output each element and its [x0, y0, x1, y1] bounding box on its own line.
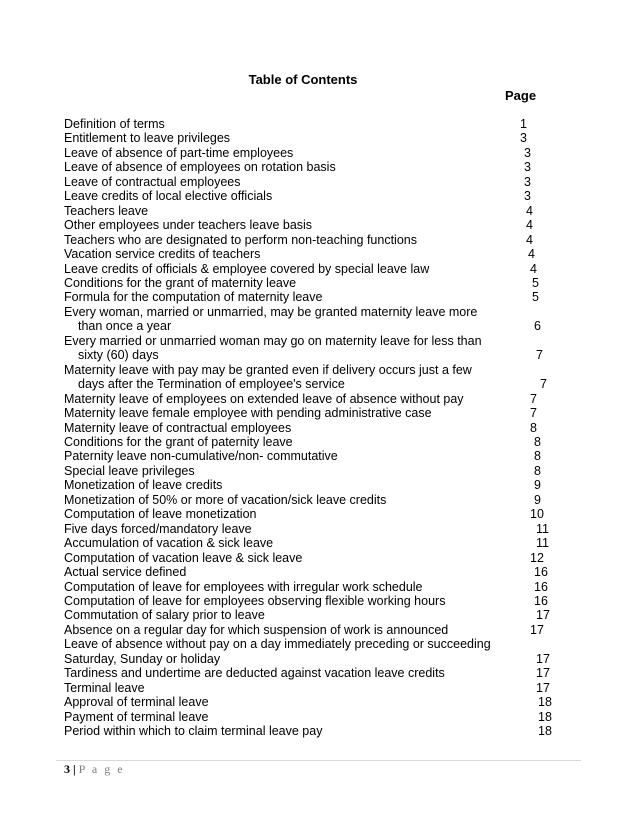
toc-entry-title: Maternity leave of contractual employees	[64, 420, 292, 435]
toc-entry-page: 4	[526, 203, 533, 218]
toc-entry-title: Teachers leave	[64, 203, 149, 218]
toc-entry-page: 9	[534, 492, 541, 507]
toc-entry-page: 17	[536, 651, 550, 666]
page-title: Table of Contents	[248, 72, 358, 87]
toc-entry-title: Maternity leave of employees on extended leave of absence without pay	[64, 391, 464, 406]
toc-entry[interactable]	[64, 449, 584, 463]
toc-entry[interactable]	[64, 478, 584, 492]
toc-entry[interactable]	[64, 666, 584, 680]
toc-entry-page: 11	[536, 521, 549, 536]
toc-entry-title: Entitlement to leave privileges	[64, 131, 231, 146]
toc-entry-page: 12	[530, 550, 544, 565]
footer-page-label: P a g e	[78, 762, 125, 776]
toc-entry[interactable]	[64, 305, 584, 334]
footer-divider	[56, 760, 581, 761]
toc-entry-title: Definition of terms	[64, 117, 165, 131]
toc-entry-page: 8	[534, 434, 541, 449]
toc-entry-title	[64, 305, 494, 334]
toc-entry[interactable]	[64, 623, 584, 637]
toc-entry-title: Formula for the computation of maternity leave	[64, 290, 323, 305]
toc-entry[interactable]	[64, 681, 584, 695]
toc-entry[interactable]	[64, 290, 584, 304]
toc-entry-title: Terminal leave	[64, 680, 145, 695]
toc-entry-title-line1: Every married or unmarried woman may go on maternity leave for less than	[64, 333, 482, 348]
toc-entry-page: 3	[524, 160, 531, 175]
toc-entry-title: Leave credits of local elective officials	[64, 189, 273, 204]
toc-entry[interactable]	[64, 262, 584, 276]
toc-entry[interactable]	[64, 363, 584, 392]
toc-entry-page: 4	[530, 261, 537, 276]
toc-entry[interactable]	[64, 392, 584, 406]
toc-entry-title: Commutation of salary prior to leave	[64, 608, 265, 623]
toc-entry-title: Leave of absence of employees on rotation basis	[64, 160, 336, 175]
toc-entry-title-line2: than once a year	[78, 319, 172, 334]
toc-entry[interactable]	[64, 724, 584, 738]
toc-entry[interactable]	[64, 160, 584, 174]
toc-entry[interactable]	[64, 637, 584, 666]
toc-entry-title: Period within which to claim terminal leave pay	[64, 724, 323, 739]
toc-entry-page: 8	[530, 420, 537, 435]
toc-entry-page: 11	[536, 536, 549, 551]
toc-entry-page: 3	[520, 131, 527, 146]
toc-entry-page: 16	[534, 565, 548, 580]
toc-entry-title: Leave of absence of part-time employees	[64, 145, 294, 160]
toc-entry-title: Paternity leave non-cumulative/non- commutative	[64, 449, 338, 464]
toc-entry-title: Conditions for the grant of maternity leave	[64, 275, 297, 290]
toc-entry[interactable]	[64, 507, 584, 521]
toc-entry-title: Computation of leave for employees observing flexible working hours	[64, 593, 446, 608]
toc-entry-title-line2: days after the Termination of employee's service	[78, 377, 345, 392]
toc-list	[64, 117, 584, 738]
toc-entry[interactable]	[64, 146, 584, 160]
toc-entry-title: Actual service defined	[64, 565, 187, 580]
toc-entry-page: 18	[538, 709, 552, 724]
toc-entry-title: Special leave privileges	[64, 463, 195, 478]
footer-page-number: 3	[64, 762, 70, 776]
toc-entry-title-line1: Leave of absence without pay on a day immediately preceding or succeeding	[64, 637, 491, 652]
toc-entry[interactable]	[64, 594, 584, 608]
toc-entry[interactable]	[64, 276, 584, 290]
toc-entry-page: 7	[530, 406, 537, 421]
toc-entry-title: Absence on a regular day for which suspension of work is announced	[64, 622, 449, 637]
toc-entry-title: Computation of leave monetization	[64, 507, 257, 522]
toc-entry[interactable]	[64, 464, 584, 478]
toc-entry-title: Tardiness and undertime are deducted against vacation leave credits	[64, 666, 445, 681]
toc-entry[interactable]	[64, 608, 584, 622]
toc-entry-title	[64, 363, 494, 392]
toc-entry-title-line1: Maternity leave with pay may be granted even if delivery occurs just a few	[64, 362, 472, 377]
toc-entry-page: 17	[536, 608, 550, 623]
toc-entry-title-line2: Saturday, Sunday or holiday	[64, 651, 221, 666]
toc-entry-page: 7	[536, 348, 543, 363]
toc-entry-page: 7	[530, 391, 537, 406]
toc-entry[interactable]	[64, 334, 584, 363]
page-column-header: Page	[505, 88, 537, 103]
toc-entry-page: 5	[532, 290, 539, 305]
toc-entry-page: 16	[534, 579, 548, 594]
toc-entry[interactable]	[64, 695, 584, 709]
toc-entry-title: Monetization of 50% or more of vacation/sick leave credits	[64, 492, 387, 507]
toc-entry[interactable]	[64, 565, 584, 579]
toc-entry-page: 3	[524, 174, 531, 189]
toc-entry[interactable]	[64, 580, 584, 594]
toc-entry-page: 9	[534, 478, 541, 493]
toc-entry-page: 8	[534, 449, 541, 464]
toc-entry-page: 4	[526, 232, 533, 247]
toc-entry-title: Other employees under teachers leave basis	[64, 218, 313, 233]
toc-entry-page: 4	[528, 247, 535, 262]
toc-entry[interactable]	[64, 435, 584, 449]
toc-entry[interactable]	[64, 117, 584, 131]
toc-entry-page: 17	[536, 666, 550, 681]
toc-entry[interactable]	[64, 233, 584, 247]
toc-entry-title: Leave credits of officials & employee covered by special leave law	[64, 261, 430, 276]
toc-entry-page: 18	[538, 724, 552, 739]
toc-entry-page: 1	[520, 117, 527, 131]
toc-entry-title	[64, 334, 494, 363]
toc-entry-title-line2: sixty (60) days	[78, 348, 159, 363]
toc-entry-page: 6	[534, 319, 541, 334]
toc-entry[interactable]	[64, 247, 584, 261]
toc-entry-title: Maternity leave female employee with pending administrative case	[64, 406, 432, 421]
toc-entry-title-line1: Every woman, married or unmarried, may be granted maternity leave more	[64, 304, 478, 319]
toc-entry-page: 16	[534, 593, 548, 608]
toc-entry[interactable]	[64, 175, 584, 189]
toc-entry-title: Vacation service credits of teachers	[64, 247, 261, 262]
toc-entry-page: 17	[536, 680, 550, 695]
toc-entry[interactable]	[64, 131, 584, 145]
toc-entry-title: Payment of terminal leave	[64, 709, 209, 724]
footer-separator: |	[73, 762, 76, 776]
toc-entry[interactable]	[64, 421, 584, 435]
toc-entry[interactable]	[64, 406, 584, 420]
toc-entry-page: 4	[526, 218, 533, 233]
toc-entry-page: 5	[532, 275, 539, 290]
toc-entry[interactable]	[64, 189, 584, 203]
toc-entry[interactable]	[64, 536, 584, 550]
toc-entry-title: Approval of terminal leave	[64, 695, 209, 710]
toc-entry-page: 10	[530, 507, 544, 522]
toc-entry-title: Computation of leave for employees with irregular work schedule	[64, 579, 423, 594]
toc-entry-page: 17	[530, 622, 544, 637]
toc-entry[interactable]	[64, 710, 584, 724]
page-footer	[64, 762, 125, 777]
toc-entry-title	[64, 637, 494, 666]
toc-entry-page: 3	[524, 189, 531, 204]
toc-entry[interactable]	[64, 204, 584, 218]
toc-entry[interactable]	[64, 551, 584, 565]
toc-entry-title: Teachers who are designated to perform non-teaching functions	[64, 232, 417, 247]
toc-entry-title: Computation of vacation leave & sick leave	[64, 550, 303, 565]
toc-entry[interactable]	[64, 493, 584, 507]
toc-entry-title: Five days forced/mandatory leave	[64, 521, 252, 536]
toc-entry-title: Monetization of leave credits	[64, 478, 223, 493]
toc-entry[interactable]	[64, 218, 584, 232]
toc-entry-title: Conditions for the grant of paternity leave	[64, 434, 293, 449]
toc-entry-title: Leave of contractual employees	[64, 174, 241, 189]
toc-entry-page: 7	[540, 377, 547, 392]
toc-entry-title: Accumulation of vacation & sick leave	[64, 536, 274, 551]
toc-entry-page: 3	[524, 145, 531, 160]
toc-entry-page: 8	[534, 463, 541, 478]
toc-entry-page: 18	[538, 695, 552, 710]
toc-entry[interactable]	[64, 522, 584, 536]
